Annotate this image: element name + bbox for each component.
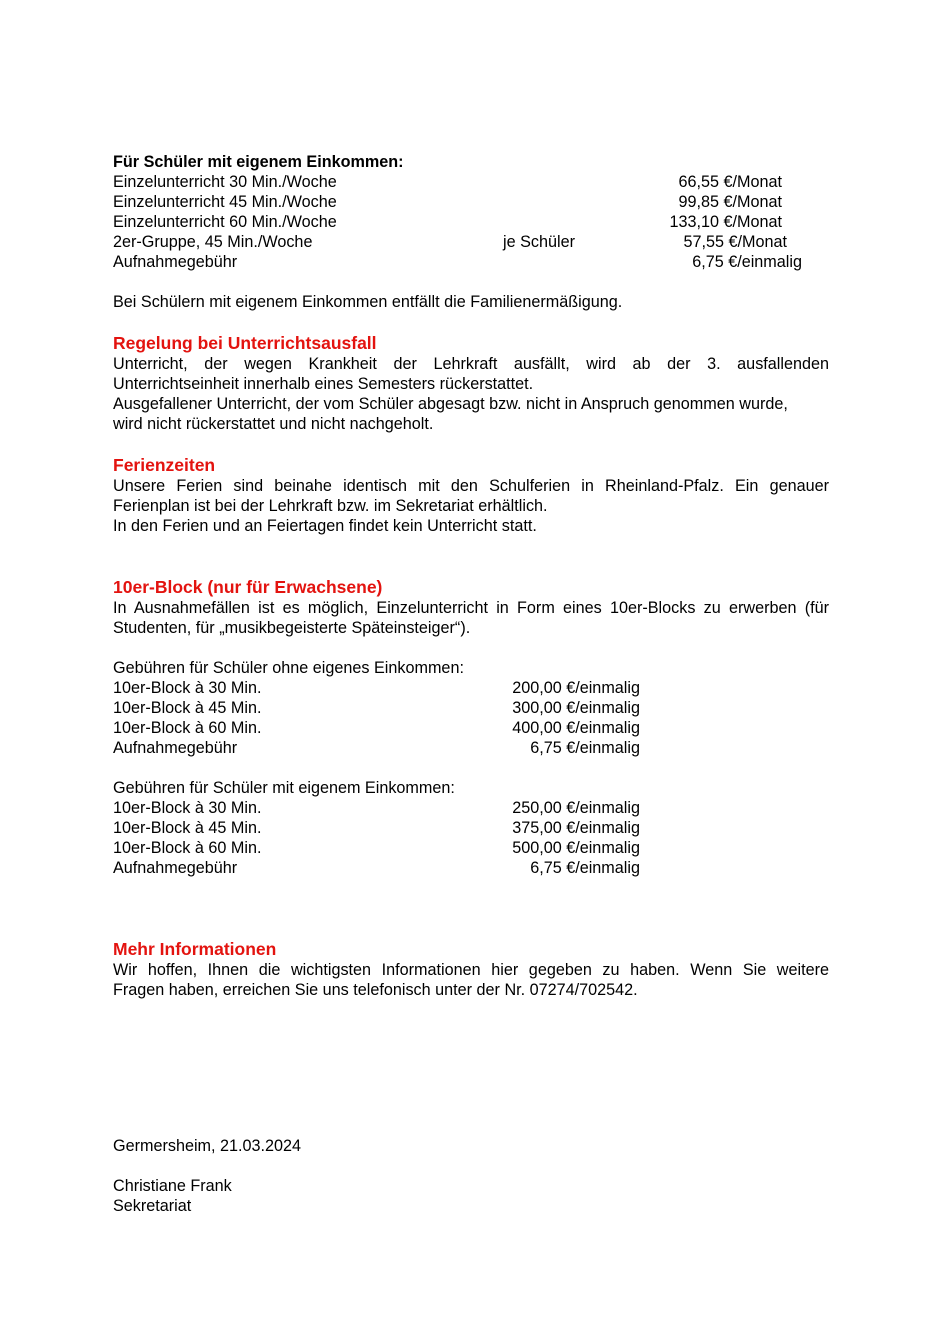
fee-label: Einzelunterricht 60 Min./Woche [113,213,337,231]
fee-label: 10er-Block à 45 Min. [113,819,262,837]
paragraph-line: Wir hoffen, Ihnen die wichtigsten Informationen hier gegeben zu haben. Wenn Sie weitere [113,961,829,979]
fee-price: 66,55 €/Monat [678,173,782,191]
paragraph-line: Fragen haben, erreichen Sie uns telefonisch unter der Nr. 07274/702542. [113,981,638,999]
paragraph-line: wird nicht rückerstattet und nicht nachgeholt. [113,415,434,433]
fee-label: 10er-Block à 60 Min. [113,839,262,857]
paragraph-line: Unterrichtseinheit innerhalb eines Semesters rückerstattet. [113,375,534,393]
fee-label: Aufnahmegebühr [113,739,238,757]
block-group-title: Gebühren für Schüler ohne eigenes Einkommen: [113,659,464,677]
fee-row [113,232,829,252]
fee-price: 400,00 €/einmalig [512,719,640,737]
block-fee-row [113,738,829,758]
block-fee-row [113,678,829,698]
paragraph-line: In Ausnahmefällen ist es möglich, Einzelunterricht in Form eines 10er-Blocks zu erwerben (für [113,599,829,617]
place-date: Germersheim, 21.03.2024 [113,1137,302,1155]
block-fee-row [113,838,829,858]
document-page [113,152,829,1216]
block-fee-row [113,698,829,718]
fee-label: Aufnahmegebühr [113,253,238,271]
paragraph-line: Unterricht, der wegen Krankheit der Lehrkraft ausfällt, wird ab der 3. ausfallenden [113,355,829,373]
signatory-name: Christiane Frank [113,1177,232,1195]
paragraph-line: In den Ferien und an Feiertagen findet kein Unterricht statt. [113,517,537,535]
block-fee-row [113,718,829,738]
fee-label: 10er-Block à 30 Min. [113,679,262,697]
fee-label: Einzelunterricht 30 Min./Woche [113,173,337,191]
fee-row [113,192,829,212]
fee-label: 10er-Block à 45 Min. [113,699,262,717]
signatory-role: Sekretariat [113,1197,192,1215]
fee-price: 300,00 €/einmalig [512,699,640,717]
income-section-title: Für Schüler mit eigenem Einkommen: [113,153,404,171]
paragraph-line: Unsere Ferien sind beinahe identisch mit den Schulferien in Rheinland-Pfalz. Ein genauer [113,477,829,495]
fee-label: Aufnahmegebühr [113,859,238,877]
fee-row [113,252,829,272]
fee-price: 99,85 €/Monat [678,193,782,211]
block-fee-row [113,798,829,818]
fee-price: 250,00 €/einmalig [512,799,640,817]
fee-row [113,172,829,192]
fee-price: 6,75 €/einmalig [692,253,802,271]
fee-label: 10er-Block à 60 Min. [113,719,262,737]
fee-price: 375,00 €/einmalig [512,819,640,837]
fee-price: 6,75 €/einmalig [530,739,640,757]
section-heading-ausfall: Regelung bei Unterrichtsausfall [113,333,377,353]
fee-label: 10er-Block à 30 Min. [113,799,262,817]
fee-price: 500,00 €/einmalig [512,839,640,857]
fee-label: 2er-Gruppe, 45 Min./Woche [113,233,313,251]
block-group-title: Gebühren für Schüler mit eigenem Einkommen: [113,779,455,797]
paragraph-line: Ausgefallener Unterricht, der vom Schüler abgesagt bzw. nicht in Anspruch genommen wurde, [113,395,788,413]
fee-label: Einzelunterricht 45 Min./Woche [113,193,337,211]
paragraph-line: Ferienplan ist bei der Lehrkraft bzw. im Sekretariat erhältlich. [113,497,548,515]
section-heading-block: 10er-Block (nur für Erwachsene) [113,577,383,597]
fee-price: 57,55 €/Monat [683,233,787,251]
block-fee-row [113,818,829,838]
section-heading-info: Mehr Informationen [113,939,277,959]
fee-price: 6,75 €/einmalig [530,859,640,877]
fee-row [113,212,829,232]
paragraph-line: Studenten, für „musikbegeisterte Späteinsteiger“). [113,619,471,637]
fee-price: 133,10 €/Monat [669,213,782,231]
section-heading-ferien: Ferienzeiten [113,455,216,475]
fee-note: je Schüler [503,233,575,251]
fee-price: 200,00 €/einmalig [512,679,640,697]
family-discount-note: Bei Schülern mit eigenem Einkommen entfällt die Familienermäßigung. [113,293,623,311]
block-fee-row [113,858,829,878]
